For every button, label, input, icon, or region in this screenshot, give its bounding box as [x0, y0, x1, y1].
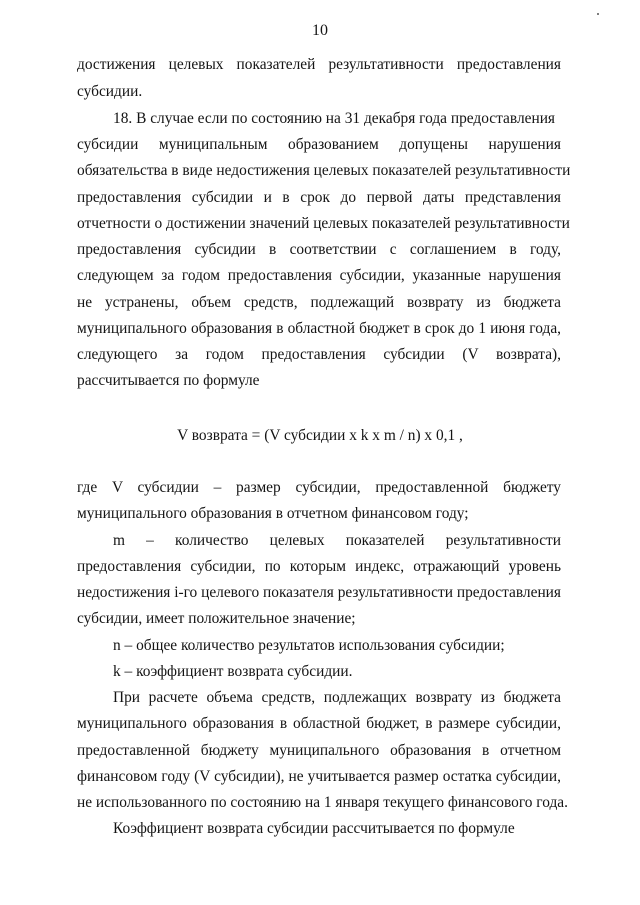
text-line: субсидии, имеет положительное значение; — [77, 610, 356, 627]
text-line: При расчете объема средств, подлежащих возврату из бюджета — [113, 689, 561, 706]
text-line: где V субсидии – размер субсидии, предоставленной бюджету — [77, 479, 561, 496]
formula: V возврата = (V субсидии x k x m / n) x 0,1 , — [177, 427, 463, 444]
text-line: муниципального образования в отчетном финансовом году; — [77, 505, 469, 522]
text-line: предоставления субсидии, по которым индекс, отражающий уровень — [77, 558, 561, 575]
page-number: 10 — [312, 22, 328, 39]
text-line: не использованного по состоянию на 1 января текущего финансового года. — [77, 794, 568, 811]
text-line: предоставления субсидии в соответствии с соглашением в году, — [77, 241, 561, 258]
text-line: предоставленной бюджету муниципального образования в отчетном — [77, 742, 561, 759]
text-line: отчетности о достижении значений целевых показателей результативности — [77, 215, 570, 232]
text-line: муниципального образования в областной бюджет в срок до 1 июня года, — [77, 320, 561, 337]
text-line: следующего за годом предоставления субсидии (V возврата), — [77, 346, 561, 363]
text-line: обязательства в виде недостижения целевых показателей результативности — [77, 162, 571, 179]
text-line: 18. В случае если по состоянию на 31 декабря года предоставления — [113, 110, 556, 127]
text-line: недостижения i-го целевого показателя результативности предоставления — [77, 584, 561, 601]
scan-speck — [597, 13, 599, 15]
text-line: финансовом году (V субсидии), не учитывается размер остатка субсидии, — [77, 768, 561, 785]
text-line: следующем за годом предоставления субсидии, указанные нарушения — [77, 267, 561, 284]
text-line: m – количество целевых показателей результативности — [113, 532, 561, 549]
text-line: n – общее количество результатов использования субсидии; — [113, 637, 505, 654]
text-line: предоставления субсидии и в срок до первой даты представления — [77, 189, 561, 206]
text-line: достижения целевых показателей результативности предоставления — [77, 56, 561, 73]
text-line: субсидии. — [77, 83, 143, 100]
text-line: k – коэффициент возврата субсидии. — [113, 663, 353, 680]
text-line: Коэффициент возврата субсидии рассчитывается по формуле — [113, 820, 515, 837]
text-line: рассчитывается по формуле — [77, 372, 260, 389]
text-line: муниципального образования в областной бюджет, в размере субсидии, — [77, 715, 561, 732]
text-line: не устранены, объем средств, подлежащий возврату из бюджета — [77, 294, 561, 311]
text-line: субсидии муниципальным образованием допущены нарушения — [77, 136, 561, 153]
